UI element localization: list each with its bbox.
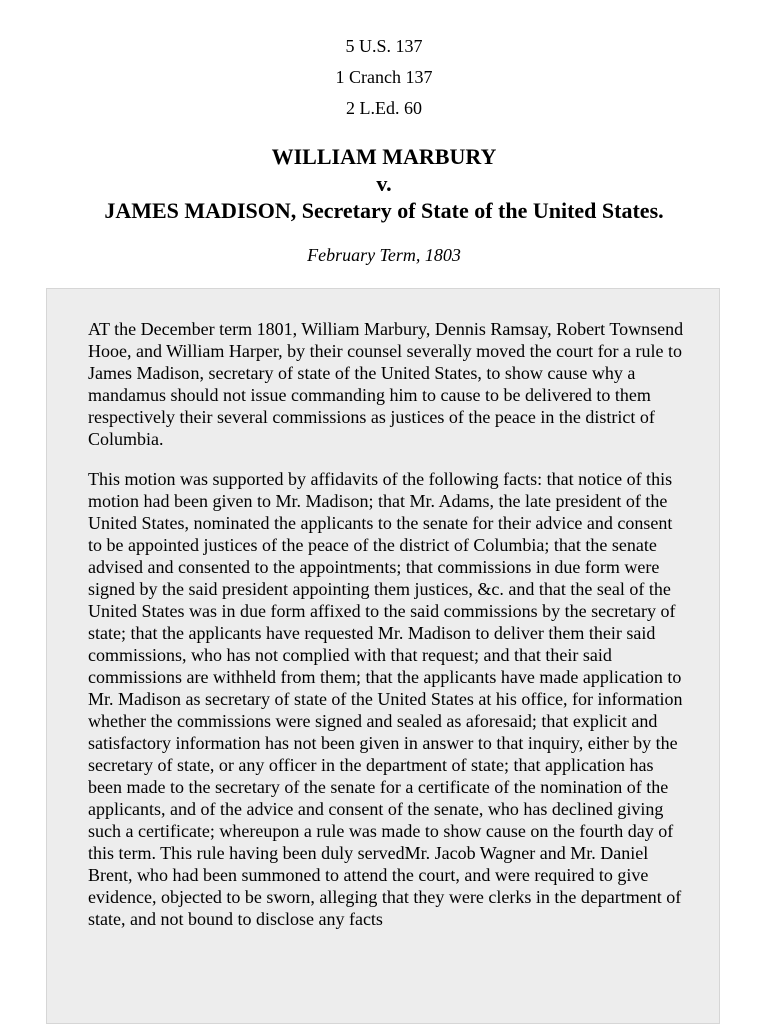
citation-list bbox=[0, 34, 768, 127]
paragraph-1: AT the December term 1801, William Marbury, Dennis Ramsay, Robert Townsend Hooe, and William Harper, by their counsel severally moved the court for a rule to James Madison, secretary of state of the United States, to show cause why a mandamus should not issue commanding him to cause to be delivered to them respectively their several commissions as justices of the peace in the district of Columbia. bbox=[88, 319, 684, 449]
citation-us-reports: 5 U.S. 137 bbox=[345, 36, 423, 56]
petitioner-name: WILLIAM MARBURY bbox=[271, 144, 497, 169]
citation-lawyers-edition: 2 L.Ed. 60 bbox=[346, 98, 422, 118]
court-term: February Term, 1803 bbox=[307, 245, 461, 265]
citation-cranch: 1 Cranch 137 bbox=[335, 67, 433, 87]
paragraph-2: This motion was supported by affidavits of the following facts: that notice of this motion had been given to Mr. Madison; that Mr. Adams, the late president of the United States, nominated the applicants to the senate for their advice and consent to be appointed justices of the peace of the district of Columbia; that the senate advised and consented to the appointments; that commissions in due form were signed by the said president appointing them justices, &c. and that the seal of the United States was in due form affixed to the said commissions by the secretary of state; that the applicants have requested Mr. Madison to deliver them their said commissions, who has not complied with that request; and that their said commissions are withheld from them; that the applicants have made application to Mr. Madison as secretary of state of the United States at his office, for information whether the commissions were signed and sealed as aforesaid; that explicit and satisfactory information has not been given in answer to that inquiry, either by the secretary of state, or any officer in the department of state; that application has been made to the secretary of the senate for a certificate of the nomination of the applicants, and of the advice and consent of the senate, who has declined giving such a certificate; whereupon a rule was made to show cause on the fourth day of this term. This rule having been duly servedMr. Jacob Wagner and Mr. Daniel Brent, who had been summoned to attend the court, and were required to give evidence, objected to be sworn, alleging that they were clerks in the department of state, and not bound to disclose any facts bbox=[88, 469, 683, 929]
case-title bbox=[0, 143, 768, 224]
versus-label: v. bbox=[376, 171, 392, 196]
respondent-name: JAMES MADISON, Secretary of State of the United States. bbox=[104, 198, 664, 223]
opinion-body bbox=[46, 288, 720, 1024]
